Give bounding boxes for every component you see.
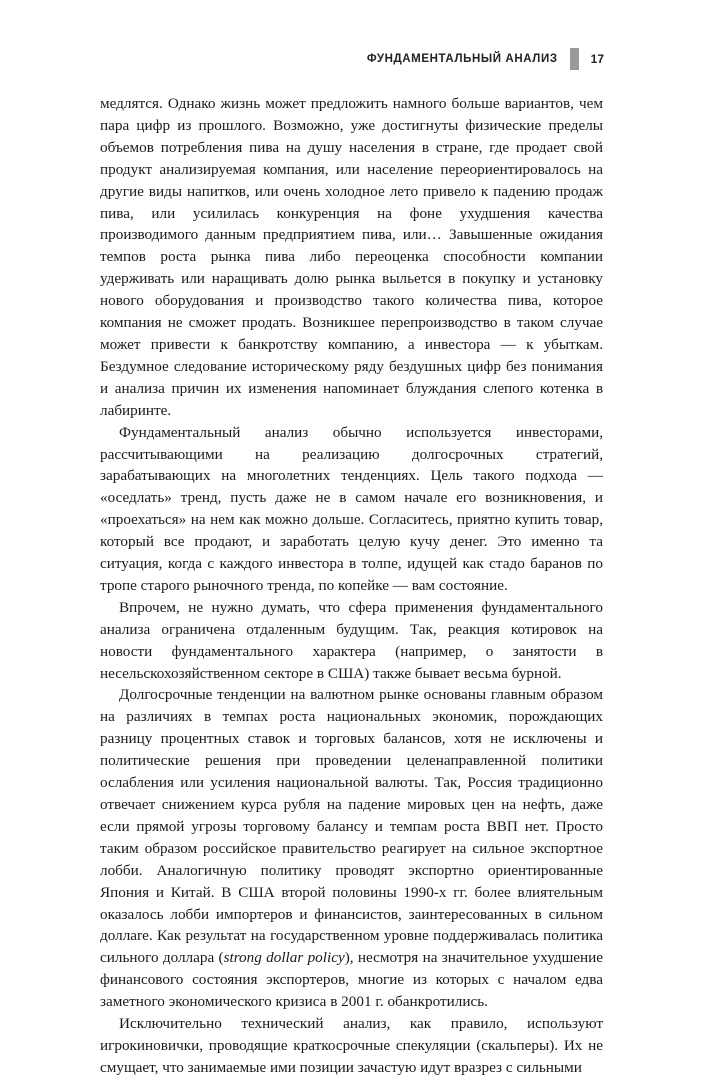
paragraph-4-text: Долгосрочные тенденции на валютном рынке основаны главным образом на различиях в темпах роста национальных экономик, порождающих разницу процентных ставок и торговых балансов, хотя не исключены и политические решения при проведении целенаправленной политики ослабления или усиления национальной валюты. Так, Россия традиционно отвечает снижением курса рубля на падение мировых цен на нефть, даже если прямой угрозы торговому балансу и темпам роста ВВП нет. Просто таким образом российское правительство реагирует на сильное экспортное лобби. Аналогичную политику проводят экспортно ориентированные Япония и Китай. В США второй половины 1990-х гг. более влиятельным оказалось лобби импортеров и финансистов, заинтересованных в сильном доллare. [100,686,603,945]
paragraph-2: Фундаментальный анализ обычно используется инвесторами, рассчитывающими на реализацию долгосрочных стратегий, зарабатывающих на многолетних тенденциях. Цель такого подхода — «оседлать» тренд, пусть даже не в самом начале его возникновения, и «проехаться» на нем как можно дольше. Согласитесь, приятно купить товар, который все продают, и заработать целую кучу денег. Это именно та ситуация, когда с каждого инвестора в толпе, идущей как стадо баранов по тропе старого рыночного тренда, по копейке — вам состояние. [100,423,603,594]
running-header [367,48,604,70]
paragraph-1: медлятся. Однако жизнь может предложить намного больше вариантов, чем пара цифр из прошлого. Возможно, уже достигнуты физические пределы объемов потребления пива на душу населения в стране, где продает свой продукт анализируемая компания, или население переориентировалось на другие виды напитков, или очень холодное лето привело к падению продаж пива, или усилилась конкуренция на фоне ухудшения качества производимого данным предприятием пива, или… Завышенные ожидания темпов роста рынка пива либо переоценка способности компании удерживать или наращивать долю рынка выльется в покупку и установку нового оборудования и производство такого количества пива, которое компания не сможет продать. Возникшее перепроизводство в таком случае может привести к банкротству компанию, а инвестора — к убыткам. Бездумное следование историческому ряду бездушных цифр без понимания и анализа причин их изменения напоминает блуждания слепого котенка в лабиринте. [100,95,603,419]
header-divider-bar [570,48,579,70]
running-header-title: ФУНДАМЕНТАЛЬНЫЙ АНАЛИЗ [366,53,558,65]
italic-term: strong dollar policy [223,949,345,967]
paragraph-5: Исключительно технический анализ, как правило, используют игрокиновички, проводящие краткосрочные спекуляции (скальперы). Их не смущает, что занимаемые ими позиции зачастую идут вразрез с сильными [100,1015,603,1076]
body-text [100,93,603,1079]
page-number: 17 [590,52,604,66]
paragraph-4-cont-after: ), несмотря на значительное ухудшение финансового состояния экспортеров, многие из которых с началом едва заметного экономического кризиса в 2001 г. обанкротились. [100,949,604,1011]
paragraph-3: Впрочем, не нужно думать, что сфера применения фундаментального анализа ограничена отдаленным будущим. Так, реакция котировок на новости фундаментального характера (например, о занятости в несельскохозяйственном секторе в США) также бывает весьма бурной. [100,598,603,682]
paragraph-4 [100,684,603,1013]
paragraph-4-cont-before: Как результат на государственном уровне поддерживалась политика сильного доллара ( [100,927,603,967]
